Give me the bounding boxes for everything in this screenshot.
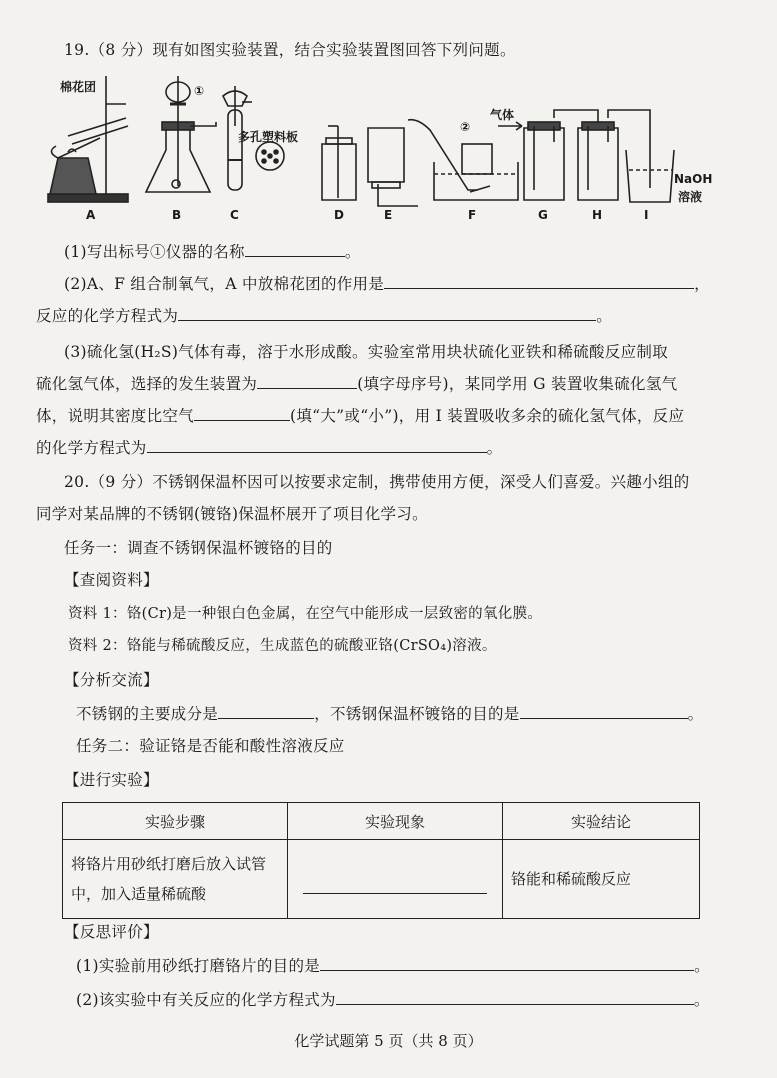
answer-blank-2b[interactable] [178,306,596,321]
label-naoh: NaOH [674,172,713,186]
label-gas: 气体 [490,108,515,122]
answer-blank-4a[interactable] [218,704,314,719]
q19-part2: (2)A、F 组合制氧气，A 中放棉花团的作用是 ， [64,275,710,293]
answer-blank-5[interactable] [303,879,487,894]
label-circle-1: ① [194,84,205,98]
heading-reflection: 【反思评价】 [64,923,159,941]
label-cotton: 棉花团 [60,80,97,94]
q19-part3a: (3)硫化氢(H₂S)气体有毒，溶于水形成酸。实验室常用块状硫化亚铁和稀硫酸反应制取 [64,343,669,361]
label-c: C [230,208,239,222]
apparatus-figure [38,66,738,226]
answer-blank-3b[interactable] [194,406,290,421]
label-e: E [384,208,393,222]
experiment-table [62,802,700,919]
page-footer: 化学试题第 5 页（共 8 页） [294,1032,483,1050]
cell-conclusion: 铬能和稀硫酸反应 [503,840,700,919]
header-steps: 实验步骤 [63,803,288,840]
q20-title-cont: 同学对某品牌的不锈钢(镀铬)保温杯展开了项目化学习。 [36,505,428,523]
answer-blank-7[interactable] [336,990,694,1005]
answer-blank-3c[interactable] [147,438,487,453]
answer-blank-2a[interactable] [384,274,694,289]
q19-part2b: 反应的化学方程式为 。 [36,307,613,325]
answer-blank-1[interactable] [245,242,345,257]
label-h: H [592,208,603,222]
q19-part1: (1)写出标号①仪器的名称 。 [64,243,361,261]
label-porous-plate: 多孔塑料板 [238,130,299,144]
q19-part3d: 的化学方程式为 。 [36,439,503,457]
q19-title: 19.（8 分）现有如图实验装置，结合实验装置图回答下列问题。 [64,41,516,59]
answer-blank-3a[interactable] [257,374,357,389]
answer-blank-6[interactable] [320,956,694,971]
label-d: D [334,208,344,222]
label-circle-2: ② [460,120,471,134]
reflection-1: (1)实验前用砂纸打磨铬片的目的是 。 [76,957,710,975]
header-phenomena: 实验现象 [288,803,503,840]
task-2: 任务二：验证铬是否能和酸性溶液反应 [76,737,345,755]
q20-title: 20.（9 分）不锈钢保温杯因可以按要求定制，携带使用方便，深受人们喜爱。兴趣小组的 [64,473,690,491]
cell-step: 将铬片用砂纸打磨后放入试管中，加入适量稀硫酸 [63,840,288,919]
q19-part3b: 硫化氢气体，选择的发生装置为 (填字母序号)，某同学用 G 装置收集硫化氢气 [36,375,678,393]
answer-blank-4b[interactable] [520,704,688,719]
label-g: G [538,208,548,222]
header-conclusion: 实验结论 [503,803,700,840]
task-1: 任务一：调查不锈钢保温杯镀铬的目的 [64,539,333,557]
heading-references: 【查阅资料】 [64,571,159,589]
reference-1: 资料 1：铬(Cr)是一种银白色金属，在空气中能形成一层致密的氧化膜。 [68,606,543,622]
reference-2: 资料 2：铬能与稀硫酸反应，生成蓝色的硫酸亚铬(CrSO₄)溶液。 [68,638,497,654]
cell-phenomenon [288,840,503,919]
label-solution: 溶液 [678,190,703,204]
q19-part3c: 体，说明其密度比空气 (填“大”或“小”)，用 I 装置吸收多余的硫化氢气体，反应 [36,407,685,425]
apparatus-drawing [38,66,738,226]
table-row [63,840,700,919]
label-a: A [86,208,96,222]
reflection-2: (2)该实验中有关反应的化学方程式为 。 [76,991,710,1009]
label-i: I [644,208,649,222]
label-b: B [172,208,182,222]
analysis-line: 不锈钢的主要成分是 ，不锈钢保温杯镀铬的目的是 。 [76,705,704,723]
heading-experiment: 【进行实验】 [64,771,159,789]
table-header-row [63,803,700,840]
heading-analysis: 【分析交流】 [64,671,159,689]
label-f: F [468,208,477,222]
